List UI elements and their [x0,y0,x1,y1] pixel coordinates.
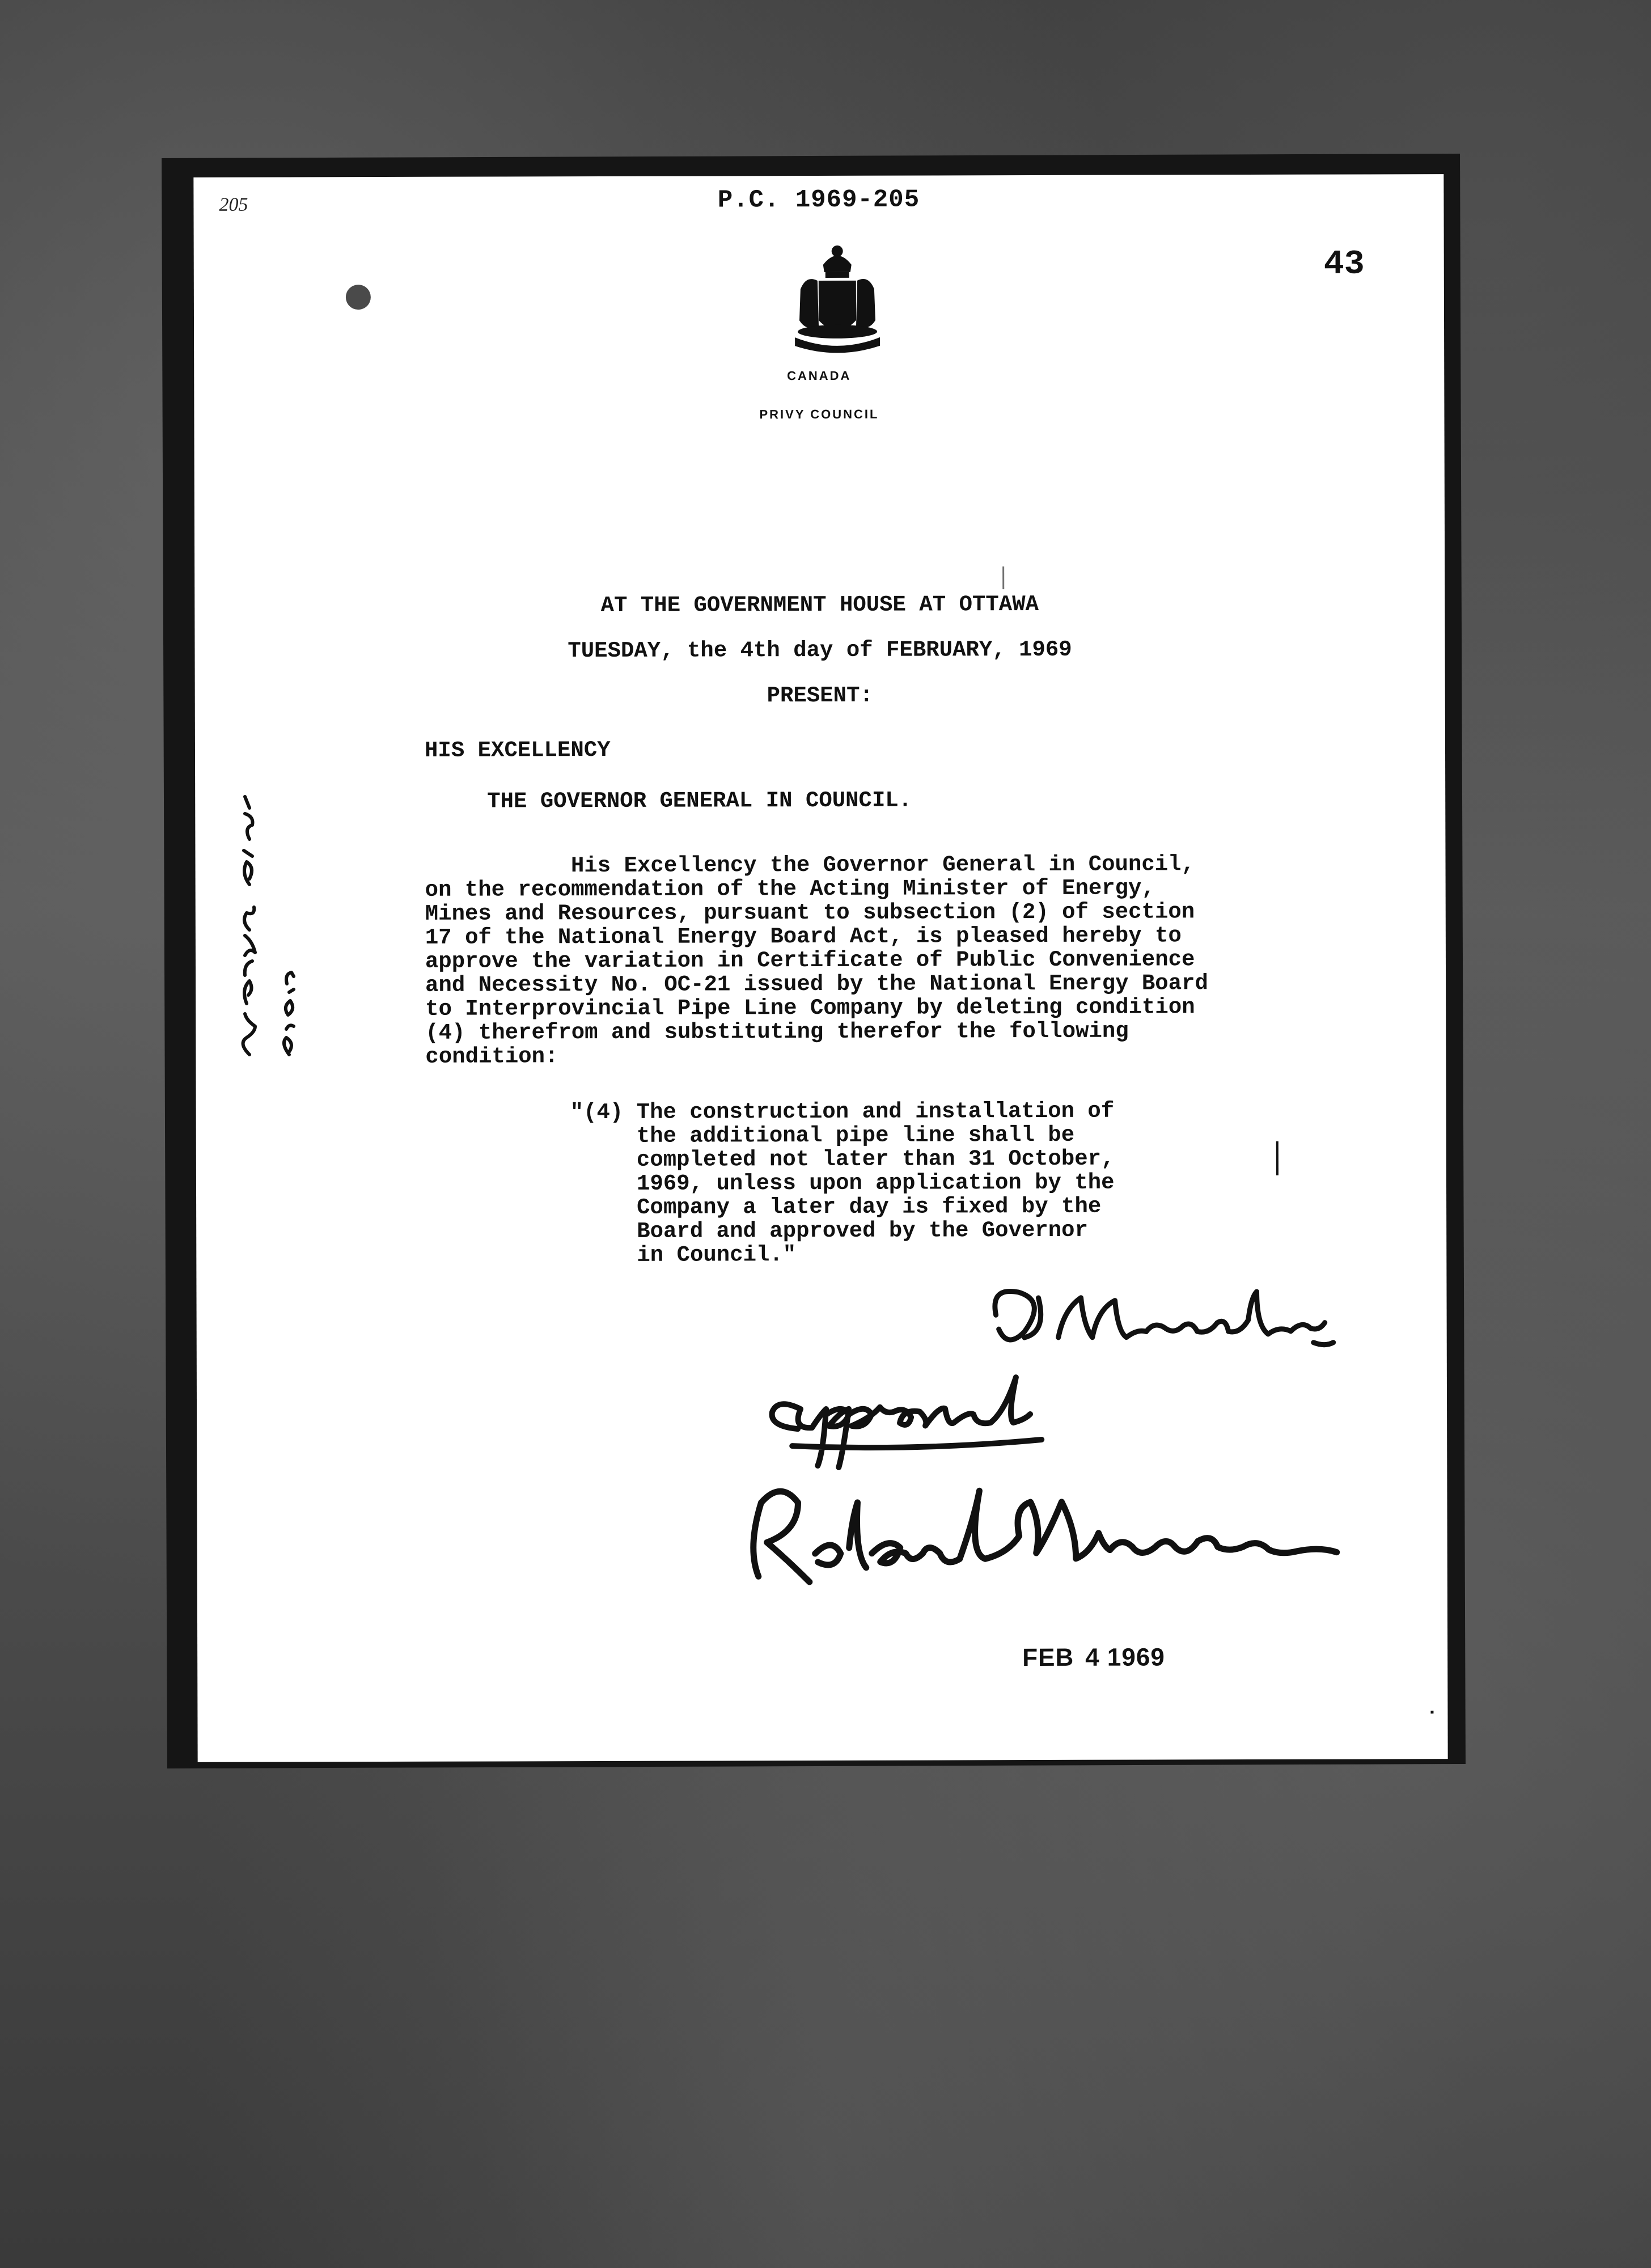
coat-of-arms-icon [784,241,892,360]
date-heading: TUESDAY, the 4th day of FEBRUARY, 1969 [568,637,1072,664]
document-page [193,174,1447,1762]
margin-handwritten-note [232,794,312,1060]
crest-country-label: CANADA [787,368,852,383]
order-body-text: His Excellency the Governor General in Council, on the recommendation of the Acting Minister of Energy, Mines and Resources, pursuant to subsection (2) of section 17 of the National Energy Board Act, is pleased hereby to approve the variation in Certificate of Public Convenience and Necessity No. OC-21 issued by the National Energy Board to Interprovincial Pipe Line Company by deleting condition (4) therefrom and substituting therefor the following condition: [425,852,1208,1069]
addressee-line-2: THE GOVERNOR GENERAL IN COUNCIL. [487,788,912,814]
date-stamp-month: FEB [1022,1643,1074,1672]
order-number: P.C. 1969-205 [717,185,920,215]
minister-signature [984,1275,1353,1361]
approved-handwriting [758,1366,1053,1474]
date-stamp-day-year: 4 1969 [1085,1643,1165,1672]
date-stamp [1022,1643,1176,1672]
paper-mark [1276,1141,1279,1175]
crest-body-label: PRIVY COUNCIL [759,407,879,422]
location-heading: AT THE GOVERNMENT HOUSE AT OTTAWA [600,591,1039,619]
addressee-line-1: HIS EXCELLENCY [424,737,611,763]
page-number: 43 [1323,245,1365,284]
stamp-number: 205 [219,194,248,215]
paper-mark [1002,566,1004,589]
present-heading: PRESENT: [767,683,873,709]
condition-text: "(4) The construction and installation of the additional pipe line shall be completed not later than 31 October, 1969, unless upon application by the Company a later day is fixed by the Board and approved by the Governor in Council." [570,1098,1115,1268]
governor-general-signature [735,1467,1348,1605]
paper-mark [1430,1711,1433,1713]
punch-hole [346,285,371,310]
